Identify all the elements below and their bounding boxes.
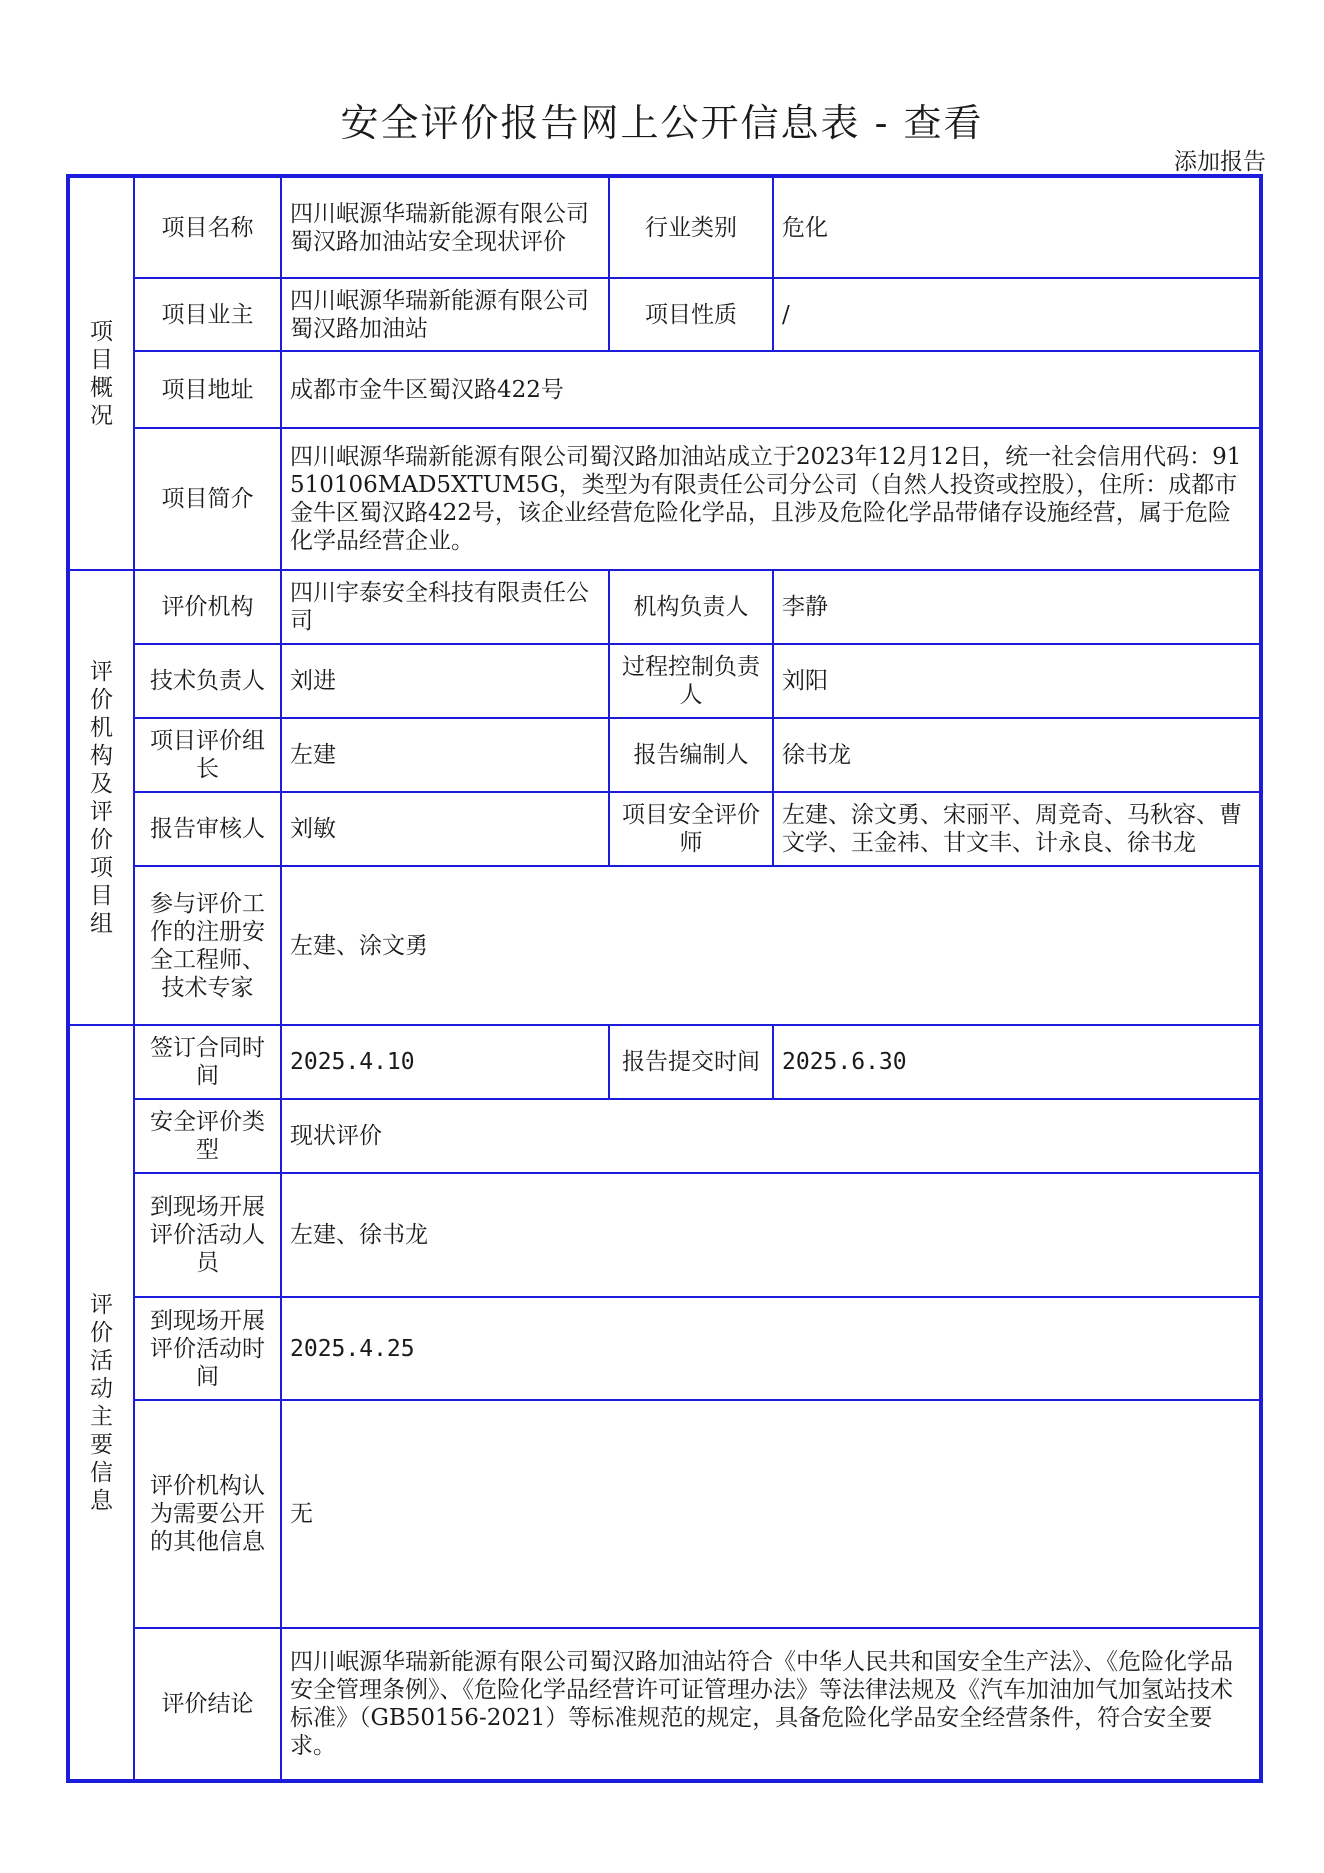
onsite-staff-label: 到现场开展评价活动人员 <box>134 1173 281 1297</box>
page-title: 安全评价报告网上公开信息表 - 查看 <box>340 101 984 145</box>
table-row <box>68 278 1261 351</box>
agency-label: 评价机构 <box>134 570 281 644</box>
registered-value: 左建、涂文勇 <box>281 866 1261 1025</box>
process-head-value: 刘阳 <box>773 644 1261 718</box>
registered-label: 参与评价工作的注册安全工程师、技术专家 <box>134 866 281 1025</box>
table-row <box>68 718 1261 792</box>
intro-label: 项目简介 <box>134 428 281 570</box>
table-row <box>68 176 1261 278</box>
table-row <box>68 644 1261 718</box>
team-leader-label: 项目评价组长 <box>134 718 281 792</box>
agency-head-value: 李静 <box>773 570 1261 644</box>
intro-value: 四川岷源华瑞新能源有限公司蜀汉路加油站成立于2023年12月12日，统一社会信用代码：91510106MAD5XTUM5G，类型为有限责任公司分公司（自然人投资或控股），住所：成都市金牛区蜀汉路422号，该企业经营危险化学品，且涉及危险化学品带储存设施经营，属于危险化学品经营企业。 <box>281 428 1261 570</box>
address-value: 成都市金牛区蜀汉路422号 <box>281 351 1261 428</box>
section-overview: 项目概况 <box>68 176 134 570</box>
report-info-table <box>66 174 1263 1783</box>
team-leader-value: 左建 <box>281 718 609 792</box>
contract-date-label: 签订合同时间 <box>134 1025 281 1099</box>
industry-value: 危化 <box>773 176 1261 278</box>
nature-value: / <box>773 278 1261 351</box>
submit-date-label: 报告提交时间 <box>609 1025 773 1099</box>
table-row <box>68 1173 1261 1297</box>
add-report-link[interactable]: 添加报告 <box>1174 149 1266 175</box>
onsite-date-label: 到现场开展评价活动时间 <box>134 1297 281 1400</box>
table-row <box>68 570 1261 644</box>
project-name-label: 项目名称 <box>134 176 281 278</box>
reviewer-value: 刘敏 <box>281 792 609 866</box>
table-row <box>68 351 1261 428</box>
project-name-value: 四川岷源华瑞新能源有限公司蜀汉路加油站安全现状评价 <box>281 176 609 278</box>
eval-type-label: 安全评价类型 <box>134 1099 281 1173</box>
agency-value: 四川宇泰安全科技有限责任公司 <box>281 570 609 644</box>
table-row <box>68 1628 1261 1781</box>
tech-head-label: 技术负责人 <box>134 644 281 718</box>
nature-label: 项目性质 <box>609 278 773 351</box>
owner-label: 项目业主 <box>134 278 281 351</box>
eval-type-value: 现状评价 <box>281 1099 1261 1173</box>
tech-head-value: 刘进 <box>281 644 609 718</box>
onsite-staff-value: 左建、徐书龙 <box>281 1173 1261 1297</box>
other-info-value: 无 <box>281 1400 1261 1628</box>
table-row <box>68 1099 1261 1173</box>
process-head-label: 过程控制负责人 <box>609 644 773 718</box>
conclusion-label: 评价结论 <box>134 1628 281 1781</box>
assessors-value: 左建、涂文勇、宋丽平、周竞奇、马秋容、曹文学、王金祎、甘文丰、计永良、徐书龙 <box>773 792 1261 866</box>
reviewer-label: 报告审核人 <box>134 792 281 866</box>
table-row <box>68 1025 1261 1099</box>
contract-date-value: 2025.4.10 <box>281 1025 609 1099</box>
section-activity: 评价活动主要信息 <box>68 1025 134 1781</box>
table-row <box>68 1297 1261 1400</box>
industry-label: 行业类别 <box>609 176 773 278</box>
onsite-date-value: 2025.4.25 <box>281 1297 1261 1400</box>
address-label: 项目地址 <box>134 351 281 428</box>
report-author-value: 徐书龙 <box>773 718 1261 792</box>
section-org: 评价机构及评价项目组 <box>68 570 134 1025</box>
owner-value: 四川岷源华瑞新能源有限公司蜀汉路加油站 <box>281 278 609 351</box>
agency-head-label: 机构负责人 <box>609 570 773 644</box>
submit-date-value: 2025.6.30 <box>773 1025 1261 1099</box>
report-author-label: 报告编制人 <box>609 718 773 792</box>
table-row <box>68 1400 1261 1628</box>
conclusion-value: 四川岷源华瑞新能源有限公司蜀汉路加油站符合《中华人民共和国安全生产法》、《危险化学品安全管理条例》、《危险化学品经营许可证管理办法》等法律法规及《汽车加油加气加氢站技术标准》（GB50156-2021）等标准规范的规定，具备危险化学品安全经营条件，符合安全要求。 <box>281 1628 1261 1781</box>
other-info-label: 评价机构认为需要公开的其他信息 <box>134 1400 281 1628</box>
table-row <box>68 428 1261 570</box>
assessors-label: 项目安全评价师 <box>609 792 773 866</box>
table-row <box>68 792 1261 866</box>
table-row <box>68 866 1261 1025</box>
